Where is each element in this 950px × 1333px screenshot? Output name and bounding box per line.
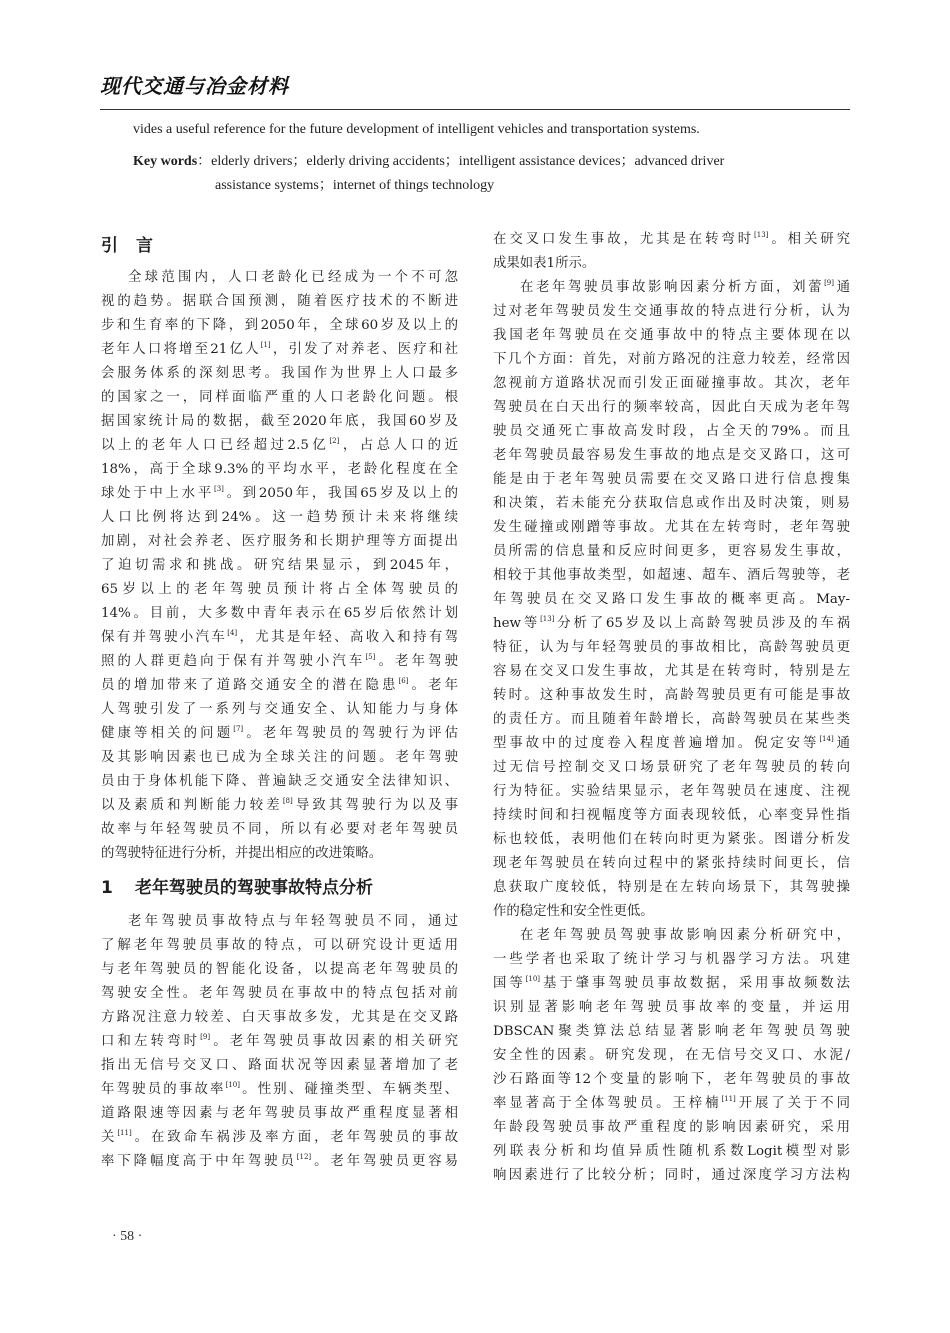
- section-1-heading: [101, 870, 458, 906]
- text-line: 步和生育率的下降，到2050年，全球60岁及以上的: [101, 318, 458, 333]
- right-column: [493, 228, 850, 1188]
- text-line: 18%，高于全球9.3%的平均水平，老龄化程度在全: [101, 462, 458, 477]
- abstract-tail: vides a useful reference for the future development of intelligent vehicles and transportation systems.: [133, 122, 700, 137]
- text-line: 年驾驶员在交叉路口发生事故的概率更高。May-: [493, 592, 850, 607]
- text-line: 驾驶安全性。老年驾驶员在事故中的特点包括对前: [101, 986, 458, 1001]
- text-line: 转时。这种事故发生时，高龄驾驶员更有可能是事故: [493, 688, 850, 703]
- citation: [11]: [117, 1129, 132, 1137]
- text-line: 容易在交叉口发生事故，尤其是在转弯时，特别是左: [493, 664, 850, 679]
- text-line: 照的人群更趋向于保有并驾驶小汽车[5]。老年驾驶: [101, 653, 458, 669]
- intro-heading: 引言: [101, 236, 171, 256]
- citation: [9]: [824, 279, 834, 287]
- text-line: 员所需的信息量和反应时间更多，更容易发生事故，: [493, 544, 850, 559]
- text-line: 相较于其他事故类型，如超速、超车、酒后驾驶等，老: [493, 568, 850, 583]
- keywords-line-2: assistance systems；internet of things technology: [215, 178, 495, 193]
- text-line: 国等[10]基于肇事驾驶员事故数据，采用事故频数法: [493, 975, 850, 991]
- text-line: 保有并驾驶小汽车[4]，尤其是年轻、高收入和持有驾: [101, 629, 458, 645]
- keywords-label: Key words: [133, 154, 198, 169]
- text-line: 特征，认为与年轻驾驶员的事故相比，高龄驾驶员更: [493, 640, 850, 655]
- text-line: 识别显著影响老年驾驶员事故率的变量，并运用: [493, 1000, 850, 1015]
- citation: [1]: [260, 341, 271, 349]
- text-line: 作的稳定性和安全性更低。: [493, 904, 654, 919]
- text-line: 标也较低，表明他们在转向时更为紧张。图谱分析发: [493, 832, 850, 847]
- text-line: 和决策，若未能充分获取信息或作出及时决策，则易: [493, 496, 850, 511]
- text-line: 员的增加带来了道路交通安全的潜在隐患[6]。老年: [101, 677, 458, 693]
- text-line: 的国家之一，同样面临严重的人口老龄化问题。根: [101, 390, 458, 405]
- text-line: 老年驾驶员最容易发生事故的地点是交叉路口，这可: [493, 448, 850, 463]
- section-title: 老年驾驶员的驾驶事故特点分析: [135, 878, 373, 898]
- text-line: 以及素质和判断能力较差[8]导致其驾驶行为以及事: [101, 797, 458, 813]
- text-line: 驾驶员在白天出行的频率较高，因此白天成为老年驾: [493, 400, 850, 415]
- text-line: 全球范围内，人口老龄化已经成为一个不可忽: [128, 270, 458, 285]
- text-line: 老年驾驶员事故特点与年轻驾驶员不同，通过: [128, 914, 458, 929]
- text-line: 我国老年驾驶员在交通事故中的特点主要体现在以: [493, 328, 850, 343]
- text-line: 驶员交通死亡事故高发时段，占全天的79%。而且: [493, 424, 850, 439]
- text-line: 安全性的因素。研究发现，在无信号交叉口、水泥/: [493, 1048, 850, 1063]
- citation: [5]: [365, 653, 376, 661]
- citation: [2]: [329, 437, 340, 445]
- keywords-line-1: [133, 150, 833, 174]
- citation: [10]: [525, 975, 541, 983]
- text-line: 发生碰撞或刚蹭等事故。尤其在左转弯时，老年驾驶: [493, 520, 850, 535]
- text-line: 员由于身体机能下降、普遍缺乏交通安全法律知识、: [101, 774, 458, 789]
- text-line: 率显著高于全体驾驶员。王梓楠[11]开展了关于不同: [493, 1095, 850, 1111]
- text-line: 加剧，对社会养老、医疗服务和长期护理等方面提出: [101, 534, 458, 549]
- text-line: 会服务体系的深刻思考。我国作为世界上人口最多: [101, 366, 458, 381]
- text-line: 列联表分析和均值异质性随机系数Logit模型对影: [493, 1144, 850, 1159]
- citation: [13]: [540, 615, 555, 623]
- text-line: 65岁以上的老年驾驶员预计将占全体驾驶员的: [101, 582, 458, 597]
- text-line: 口和左转弯时[9]。老年驾驶员事故因素的相关研究: [101, 1033, 458, 1049]
- keywords-block: [133, 150, 833, 198]
- text-line: 故率与年轻驾驶员不同，所以有必要对老年驾驶员: [101, 822, 458, 837]
- text-line: 下几个方面：首先，对前方路况的注意力较差，经常因: [493, 352, 850, 367]
- text-line: hew等[13]分析了65岁及以上高龄驾驶员涉及的车祸: [493, 615, 850, 631]
- text-line: 老年人口将增至21亿人[1]，引发了对养老、医疗和社: [101, 341, 458, 357]
- text-line: 关[11]。在致命车祸涉及率方面，老年驾驶员的事故: [101, 1129, 458, 1145]
- citation: [9]: [200, 1033, 211, 1041]
- text-line: 人驾驶引发了一系列与交通安全、认知能力与身体: [101, 702, 458, 717]
- citation: [11]: [721, 1095, 736, 1103]
- left-column: [101, 228, 458, 1174]
- text-line: 在交叉口发生事故，尤其是在转弯时[13]。相关研究: [493, 231, 850, 247]
- citation: [6]: [398, 677, 409, 685]
- text-line: 在老年驾驶员事故影响因素分析方面，刘蕾[9]通: [520, 279, 850, 295]
- keywords-text-1: ：elderly drivers；elderly driving accidents；intelligent assistance devices；advanced driver: [197, 154, 725, 169]
- page-number: · 58 ·: [112, 1229, 143, 1244]
- text-line: 据国家统计局的数据，截至2020年底，我国60岁及: [101, 414, 458, 429]
- text-line: 年驾驶员的事故率[10]。性别、碰撞类型、车辆类型、: [101, 1081, 458, 1097]
- text-line: 的驾驶特征进行分析，并提出相应的改进策略。: [101, 846, 383, 861]
- text-line: 方路况注意力较差、白天事故多发，尤其是在交叉路: [101, 1010, 458, 1025]
- text-line: 年龄段驾驶员事故严重程度的影响因素研究，采用: [493, 1120, 850, 1135]
- text-line: 健康等相关的问题[7]。老年驾驶员的驾驶行为评估: [101, 725, 458, 741]
- citation: [10]: [225, 1081, 240, 1089]
- text-line: 的责任方。而且随着年龄增长，高龄驾驶员在某些类: [493, 712, 850, 727]
- text-line: 型事故中的过度卷入程度普遍增加。倪定安等[14]通: [493, 735, 850, 751]
- text-line: 息获取广度较低，特别是在左转向场景下，其驾驶操: [493, 880, 850, 895]
- text-line: 14%。目前，大多数中青年表示在65岁后依然计划: [101, 606, 458, 621]
- citation: [3]: [213, 485, 224, 493]
- text-line: 指出无信号交叉口、路面状况等因素显著增加了老: [101, 1058, 458, 1073]
- text-line: 忽视前方道路状况而引发正面碰撞事故。其次，老年: [493, 376, 850, 391]
- text-line: 道路限速等因素与老年驾驶员事故严重程度显著相: [101, 1106, 458, 1121]
- citation: [4]: [227, 629, 238, 637]
- text-line: 持续时间和扫视幅度等方面表现较低，心率变异性指: [493, 808, 850, 823]
- text-line: 人口比例将达到24%。这一趋势预计未来将继续: [101, 510, 458, 525]
- text-line: 在老年驾驶员驾驶事故影响因素分析研究中，: [520, 928, 850, 943]
- text-line: 一些学者也采取了统计学习与机器学习方法。巩建: [493, 952, 850, 967]
- text-line: 与老年驾驶员的智能化设备，以提高老年驾驶员的: [101, 962, 458, 977]
- text-line: DBSCAN聚类算法总结显著影响老年驾驶员驾驶: [493, 1024, 850, 1039]
- text-line: 球处于中上水平[3]。到2050年，我国65岁及以上的: [101, 485, 458, 501]
- citation: [14]: [819, 735, 834, 743]
- citation: [12]: [296, 1153, 312, 1161]
- text-line: 响因素进行了比较分析；同时，通过深度学习方法构: [493, 1168, 850, 1183]
- text-line: 沙石路面等12个变量的影响下，老年驾驶员的事故: [493, 1072, 850, 1087]
- text-line: 了迫切需求和挑战。研究结果显示，到2045年，: [101, 558, 458, 573]
- citation: [13]: [754, 231, 769, 239]
- citation: [7]: [233, 725, 244, 733]
- section-number: 1: [101, 878, 113, 898]
- text-line: 现老年驾驶员在转向过程中的紧张持续时间更长，信: [493, 856, 850, 871]
- text-line: 能是由于老年驾驶员需要在交叉路口进行信息搜集: [493, 472, 850, 487]
- citation: [8]: [282, 797, 293, 805]
- text-line: 以上的老年人口已经超过2.5亿[2]，占总人口的近: [101, 437, 458, 453]
- header-rule: [100, 109, 850, 110]
- text-line: 成果如表1所示。: [493, 256, 596, 271]
- text-line: 了解老年驾驶员事故的特点，可以研究设计更适用: [101, 938, 458, 953]
- text-line: 过对老年驾驶员发生交通事故的特点进行分析，认为: [493, 304, 850, 319]
- journal-title: 现代交通与冶金材料: [100, 74, 289, 98]
- text-line: 率下降幅度高于中年驾驶员[12]。老年驾驶员更容易: [101, 1153, 458, 1169]
- text-line: 及其影响因素也已成为全球关注的问题。老年驾驶: [101, 750, 458, 765]
- text-line: 行为特征。实验结果显示，老年驾驶员在速度、注视: [493, 784, 850, 799]
- text-line: 视的趋势。据联合国预测，随着医疗技术的不断进: [101, 294, 458, 309]
- text-line: 过无信号控制交叉口场景研究了老年驾驶员的转向: [493, 760, 850, 775]
